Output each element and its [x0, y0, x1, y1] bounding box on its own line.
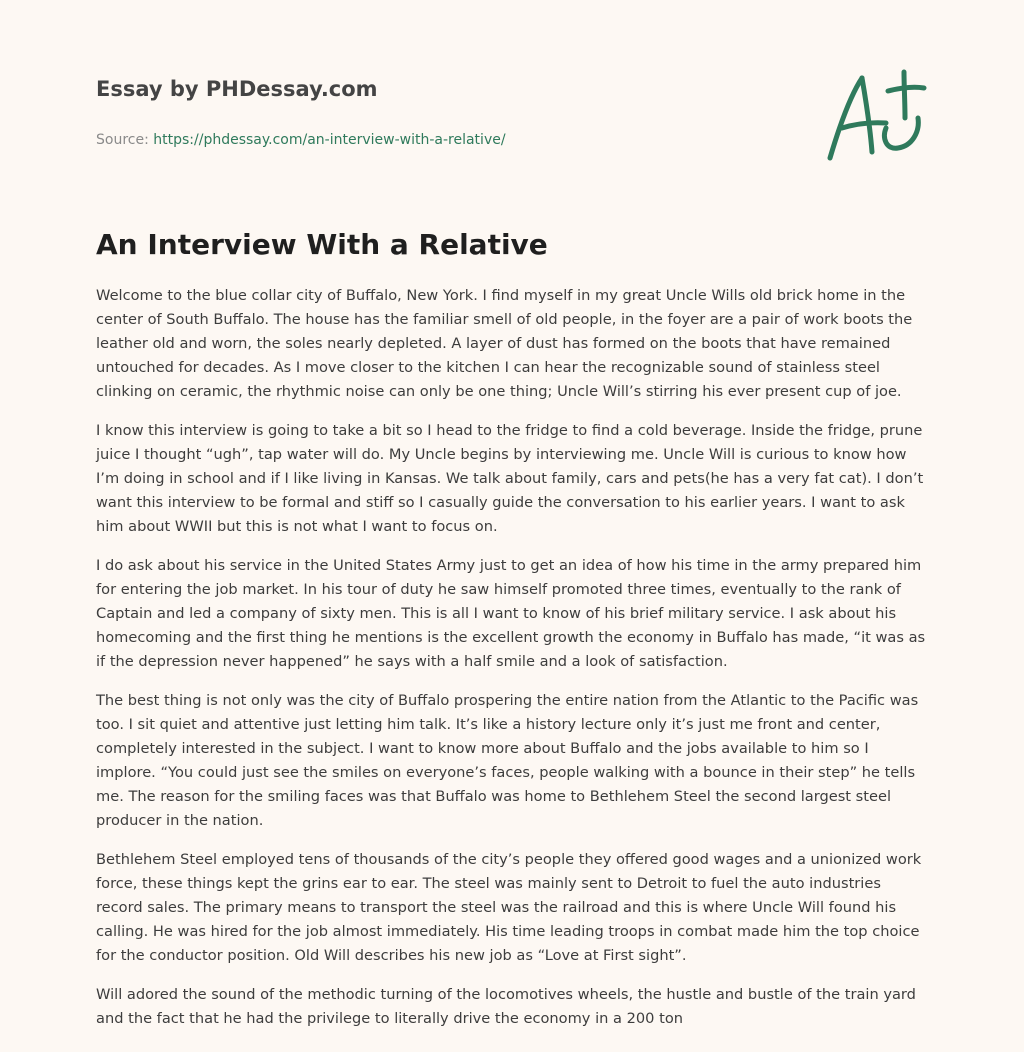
a-plus-logo-svg: [820, 66, 930, 166]
a-plus-logo-icon: [820, 66, 930, 166]
source-label: Source:: [96, 132, 149, 148]
essay-body: [96, 284, 928, 1046]
site-title: Essay by PHDessay.com: [96, 77, 378, 101]
paragraph: The best thing is not only was the city of Buffalo prospering the entire nation from the Atlantic to the Pacific was too. I sit quiet and attentive just letting him talk. It’s like a history lecture only it’s just me front and center, completely interested in the subject. I want to know more about Buffalo and the jobs available to him so I implore. “You could just see the smiles on everyone’s faces, people walking with a bounce in their step” he tells me. The reason for the smiling faces was that Buffalo was home to Bethlehem Steel the second largest steel producer in the nation.: [96, 692, 919, 829]
paragraph: Bethlehem Steel employed tens of thousands of the city’s people they offered good wages and a unionized work force, these things kept the grins ear to ear. The steel was mainly sent to Detroit to fuel the auto industries record sales. The primary means to transport the steel was the railroad and this is where Uncle Will found his calling. He was hired for the job almost immediately. His time leading troops in combat made him the top choice for the conductor position. Old Will describes his new job as “Love at First sight”.: [96, 851, 922, 964]
essay-title: An Interview With a Relative: [96, 228, 548, 261]
paragraph: Welcome to the blue collar city of Buffalo, New York. I find myself in my great Uncle Wills old brick home in the center of South Buffalo. The house has the familiar smell of old people, in the foyer are a pair of work boots the leather old and worn, the soles nearly depleted. A layer of dust has formed on the boots that have remained untouched for decades. As I move closer to the kitchen I can hear the recognizable sound of stainless steel clinking on ceramic, the rhythmic noise can only be one thing; Uncle Will’s stirring his ever present cup of joe.: [96, 287, 913, 400]
paragraph: I know this interview is going to take a bit so I head to the fridge to find a cold beverage. Inside the fridge, prune juice I thought “ugh”, tap water will do. My Uncle begins by interviewing me. Uncle Will is curious to know how I’m doing in school and if I like living in Kansas. We talk about family, cars and pets(he has a very fat cat). I don’t want this interview to be formal and stiff so I casually guide the conversation to his earlier years. I want to ask him about WWII but this is not what I want to focus on.: [96, 422, 924, 535]
source-link[interactable]: https://phdessay.com/an-interview-with-a-relative/: [153, 132, 506, 148]
paragraph: Will adored the sound of the methodic turning of the locomotives wheels, the hustle and bustle of the train yard and the fact that he had the privilege to literally drive the economy in a 200 ton: [96, 986, 916, 1027]
paragraph: I do ask about his service in the United States Army just to get an idea of how his time in the army prepared him for entering the job market. In his tour of duty he saw himself promoted three times, eventually to the rank of Captain and led a company of sixty men. This is all I want to know of his brief military service. I ask about his homecoming and the first thing he mentions is the excellent growth the economy in Buffalo has made, “it was as if the depression never happened” he says with a half smile and a look of satisfaction.: [96, 557, 926, 670]
page-header: [96, 74, 796, 150]
source-line: [96, 130, 796, 150]
